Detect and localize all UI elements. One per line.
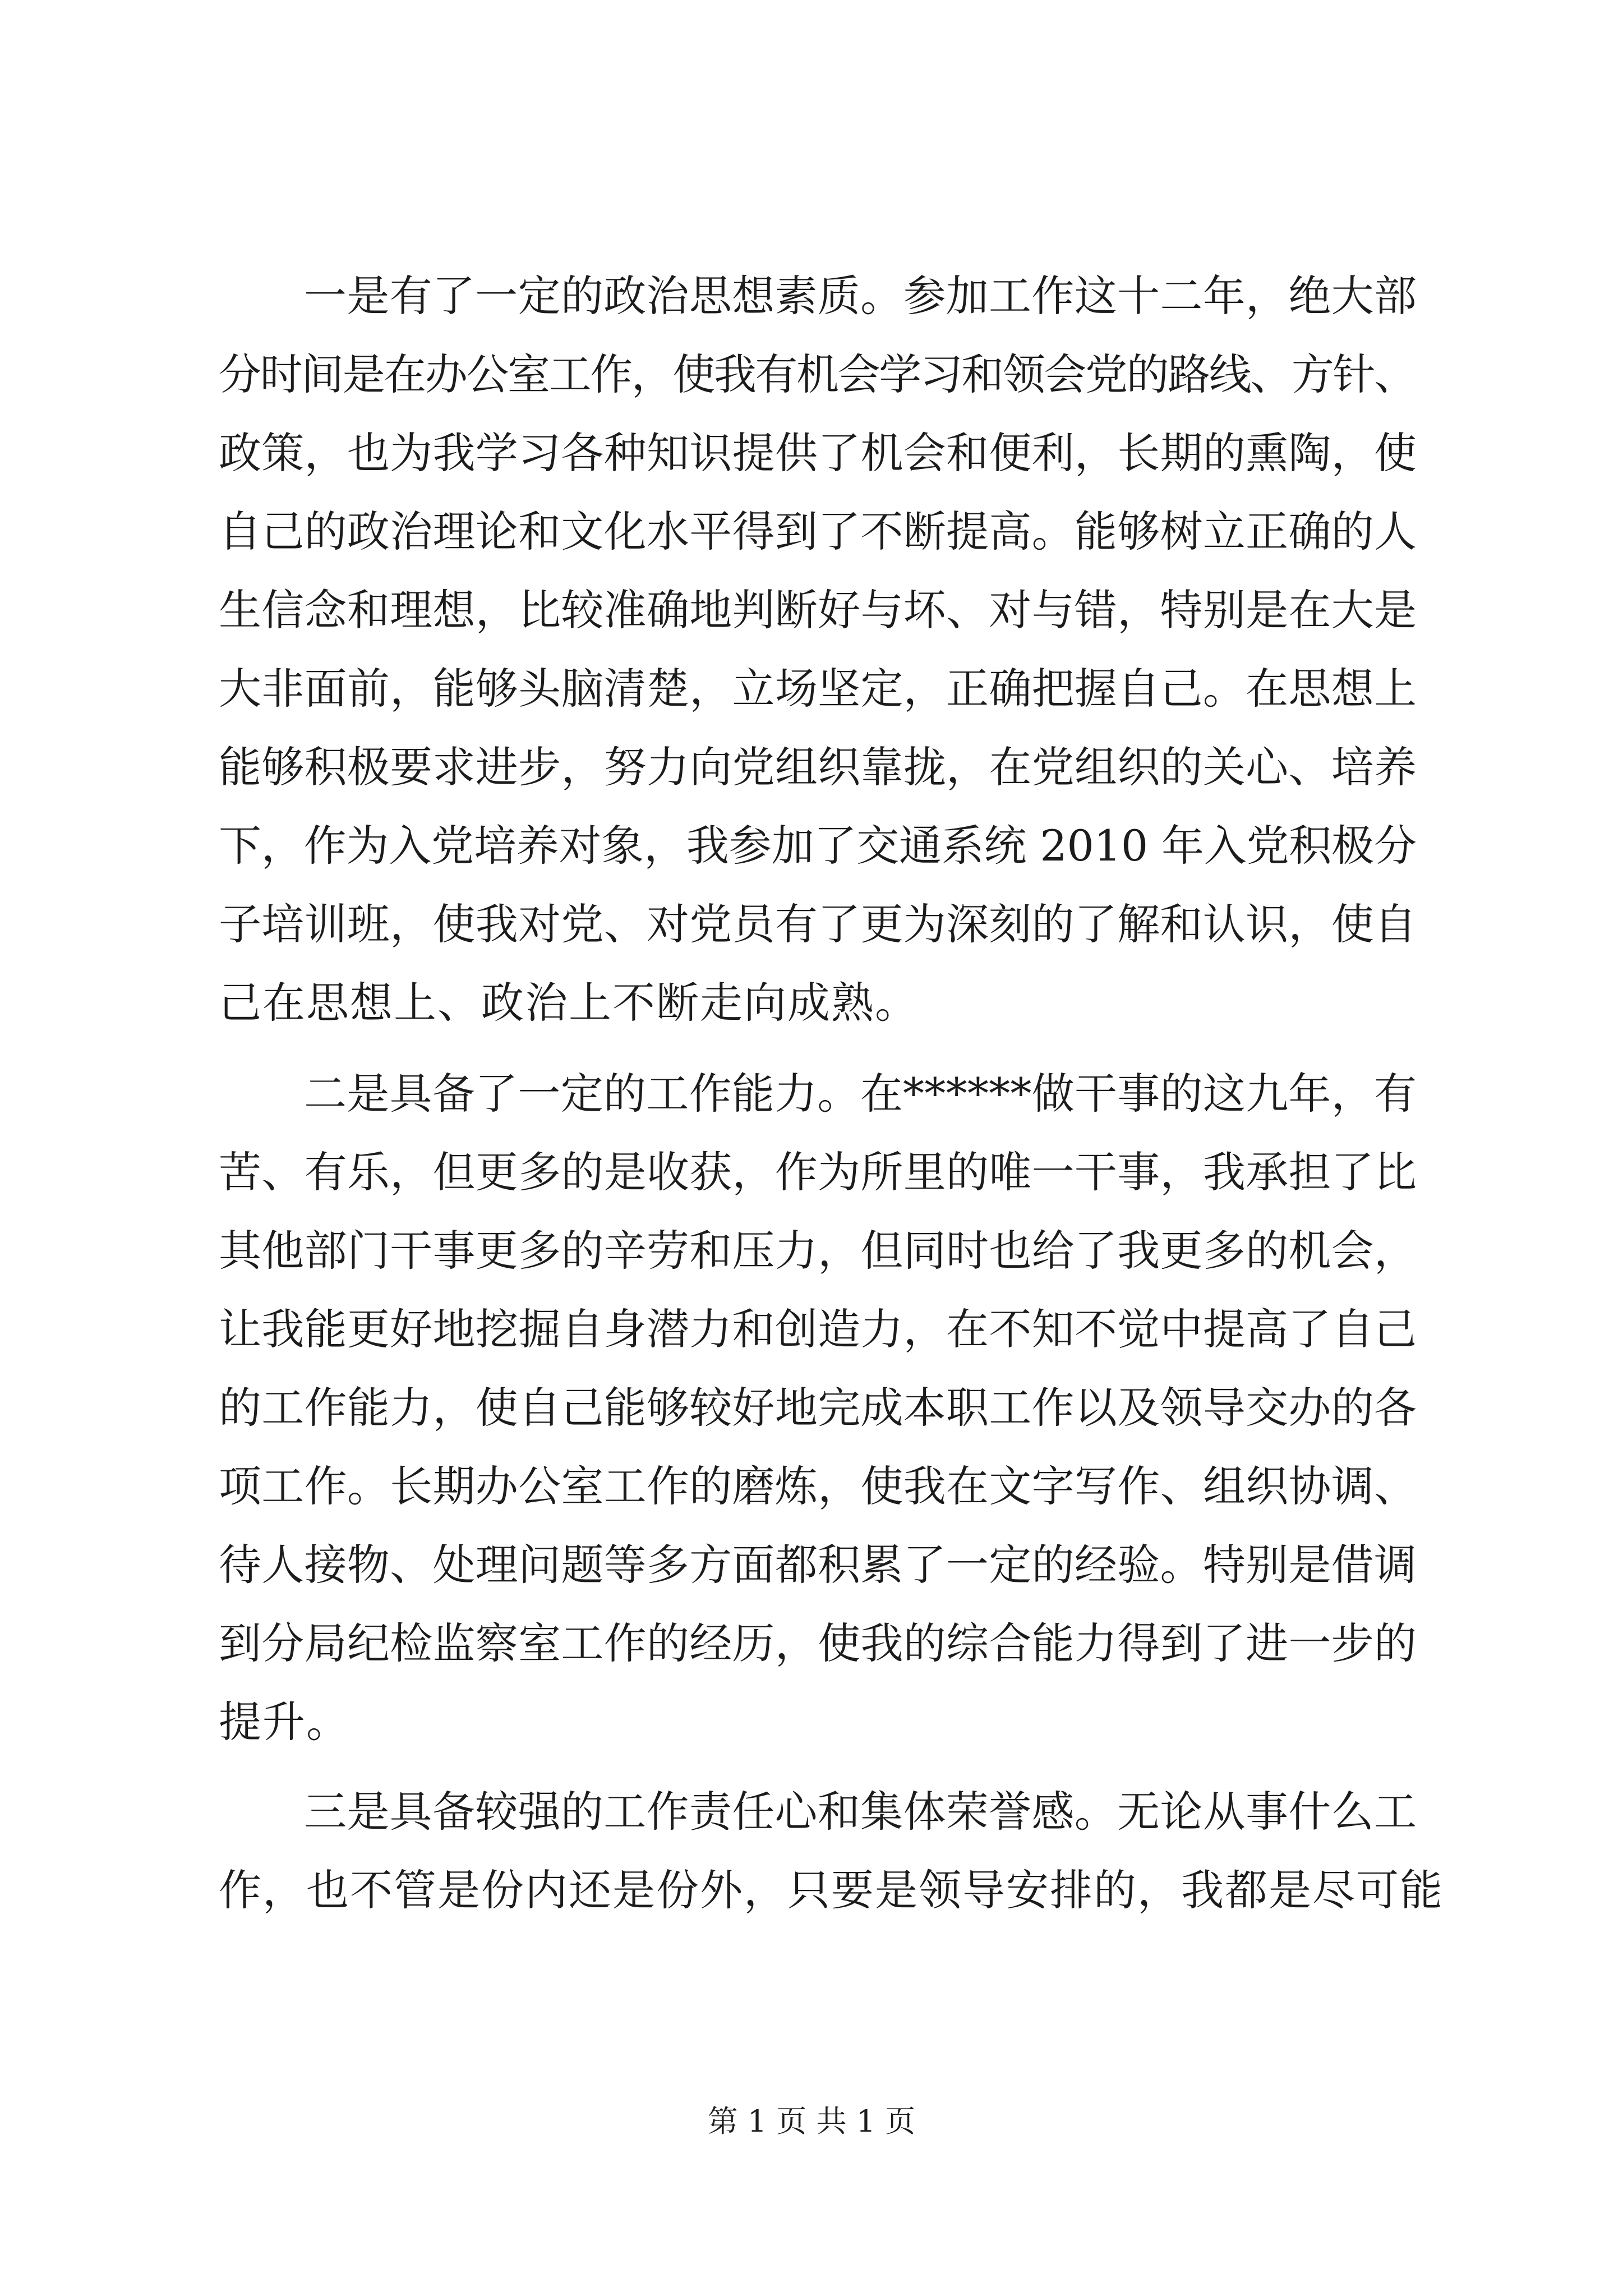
text-line: 自己的政治理论和文化水平得到了不断提高。能够树立正确的人	[219, 507, 1417, 556]
text-line: 子培训班，使我对党、对党员有了更为深刻的了解和认识，使自	[219, 899, 1417, 949]
text-line: 二是具备了一定的工作能力。在******做干事的这九年，有	[304, 1069, 1417, 1119]
text-line: 让我能更好地挖掘自身潜力和创造力，在不知不觉中提高了自己	[219, 1304, 1417, 1354]
text-line: 下，作为入党培养对象，我参加了交通系统 2010 年入党积极分	[219, 821, 1417, 871]
text-line: 苦、有乐，但更多的是收获，作为所里的唯一干事，我承担了比	[219, 1147, 1417, 1197]
text-line: 提升。	[219, 1697, 350, 1747]
text-line: 生信念和理想，比较准确地判断好与坏、对与错，特别是在大是	[219, 585, 1417, 635]
text-line: 一是有了一定的政治思想素质。参加工作这十二年，绝大部	[304, 271, 1417, 321]
text-line: 大非面前，能够头脑清楚，立场坚定，正确把握自己。在思想上	[219, 664, 1417, 714]
text-line: 待人接物、处理问题等多方面都积累了一定的经验。特别是借调	[219, 1540, 1417, 1590]
text-line: 到分局纪检监察室工作的经历，使我的综合能力得到了进一步的	[219, 1618, 1417, 1668]
text-line: 项工作。长期办公室工作的磨炼，使我在文字写作、组织协调、	[219, 1461, 1417, 1511]
text-line: 己在思想上、政治上不断走向成熟。	[219, 978, 919, 1028]
text-line: 三是具备较强的工作责任心和集体荣誉感。无论从事什么工	[304, 1787, 1417, 1837]
text-line: 的工作能力，使自己能够较好地完成本职工作以及领导交办的各	[219, 1383, 1417, 1433]
text-line: 政策，也为我学习各种知识提供了机会和便利，长期的熏陶，使	[219, 428, 1417, 478]
text-line: 分时间是在办公室工作，使我有机会学习和领会党的路线、方针、	[219, 349, 1415, 399]
text-line: 其他部门干事更多的辛劳和压力，但同时也给了我更多的机会，	[219, 1226, 1417, 1276]
text-line: 能够积极要求进步，努力向党组织靠拢，在党组织的关心、培养	[219, 742, 1417, 792]
page-footer: 第 1 页 共 1 页	[707, 2104, 916, 2139]
text-line: 作，也不管是份内还是份外，只要是领导安排的，我都是尽可能	[219, 1865, 1444, 1915]
